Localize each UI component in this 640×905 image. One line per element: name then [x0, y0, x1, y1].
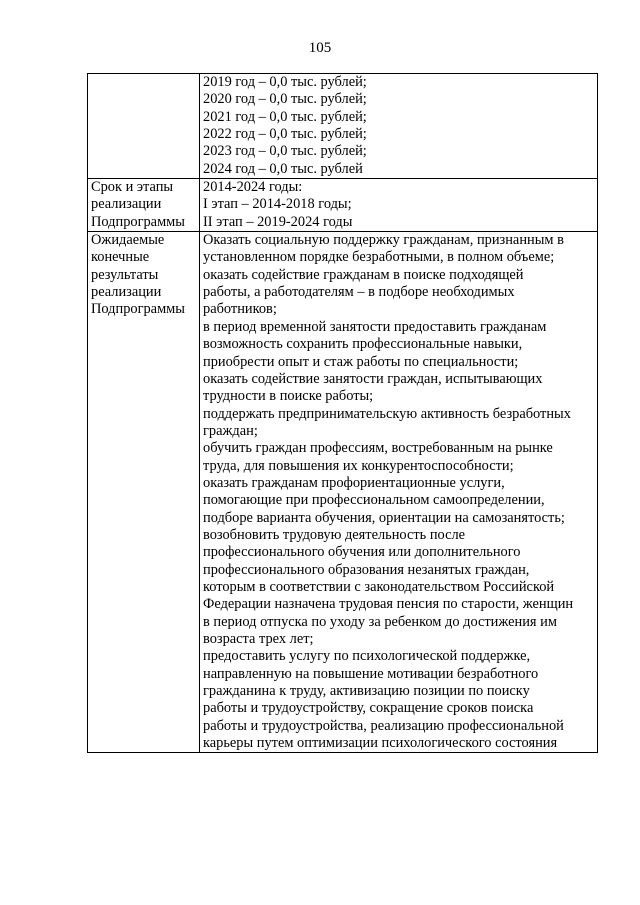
page-number: 105	[308, 40, 332, 56]
row-content-line: работы и трудоустройства, реализацию профессиональной	[203, 717, 564, 734]
row-label-cell	[88, 74, 200, 179]
row-label-line: Подпрограммы	[91, 213, 185, 230]
row-label-line: Срок и этапы	[91, 179, 174, 196]
row-content-line: 2019 год – 0,0 тыс. рублей;	[203, 74, 367, 90]
row-content-line: Оказать социальную поддержку гражданам, признанным в	[203, 232, 564, 249]
row-content-line: работы, а работодателям – в подборе необходимых	[203, 284, 515, 301]
row-content-line: Федерации назначена трудовая пенсия по старости, женщин	[203, 596, 574, 613]
row-content-line: возраста трех лет;	[203, 631, 314, 647]
table-row	[88, 179, 598, 232]
row-content-line: профессионального образования незанятых граждан,	[203, 561, 530, 578]
row-label-line: конечные	[91, 249, 150, 266]
row-content-cell	[200, 232, 598, 753]
row-content-line: 2022 год – 0,0 тыс. рублей;	[203, 126, 367, 143]
row-content-line: граждан;	[203, 422, 258, 439]
row-content-line: которым в соответствии с законодательством Российской	[203, 578, 555, 595]
row-content-line: гражданина к труду, активизацию позиции по поиску	[203, 683, 530, 700]
row-label-cell	[88, 179, 200, 232]
row-content-line: 2014-2024 годы:	[203, 179, 303, 196]
row-content-line: возможность сохранить профессиональные навыки,	[203, 336, 523, 353]
row-content-line: поддержать предпринимательскую активность безработных	[203, 405, 571, 422]
table-row	[88, 232, 598, 753]
row-label-line: результаты	[91, 266, 159, 283]
subprogram-passport-table	[87, 73, 598, 753]
row-content-line: трудности в поиске работы;	[203, 388, 374, 405]
row-content-line: направленную на повышение мотивации безработного	[203, 665, 539, 682]
row-content-line: II этап – 2019-2024 годы	[203, 213, 353, 230]
row-content-line: предоставить услугу по психологической поддержке,	[203, 648, 531, 665]
row-content-line: установленном порядке безработными, в полном объеме;	[203, 249, 555, 266]
row-content-line: оказать содействие занятости граждан, испытывающих	[203, 370, 543, 387]
row-content-line: труда, для повышения их конкурентоспособности;	[203, 457, 514, 474]
row-content-cell	[200, 74, 598, 179]
row-content-line: возобновить трудовую деятельность после	[203, 526, 466, 543]
row-content-line: оказать содействие гражданам в поиске подходящей	[203, 266, 524, 283]
row-label-line: Ожидаемые	[91, 232, 165, 249]
row-content-line: в период отпуска по уходу за ребенком до достижения им	[203, 613, 557, 630]
row-content-line: в период временной занятости предоставить гражданам	[203, 318, 547, 335]
row-content-line: 2024 год – 0,0 тыс. рублей	[203, 160, 363, 177]
row-content-line: I этап – 2014-2018 годы;	[203, 196, 352, 213]
row-label-cell	[88, 232, 200, 753]
row-label-line: реализации	[91, 284, 162, 301]
row-content-line: оказать гражданам профориентационные услуги,	[203, 474, 505, 491]
row-content-line: 2021 год – 0,0 тыс. рублей;	[203, 108, 367, 125]
row-content-line: профессионального обучения или дополнительного	[203, 544, 521, 561]
row-content-cell	[200, 179, 598, 232]
row-label-line: Подпрограммы	[91, 301, 185, 318]
row-label-line: реализации	[91, 196, 162, 213]
table-row	[88, 74, 598, 179]
row-content-line: работы и трудоустройству, сокращение сроков поиска	[203, 700, 534, 717]
row-content-line: 2023 год – 0,0 тыс. рублей;	[203, 143, 367, 160]
row-content-line: 2020 год – 0,0 тыс. рублей;	[203, 91, 367, 108]
table-body	[88, 74, 598, 753]
row-content-line: приобрести опыт и стаж работы по специальности;	[203, 353, 519, 370]
row-content-line: подборе варианта обучения, ориентации на самозанятость;	[203, 509, 565, 526]
row-content-line: обучить граждан профессиям, востребованным на рынке	[203, 440, 553, 457]
row-content-line: помогающие при профессиональном самоопределении,	[203, 492, 545, 509]
row-content-line: карьеры путем оптимизации психологического состояния	[203, 735, 558, 752]
row-content-line: работников;	[203, 301, 277, 318]
